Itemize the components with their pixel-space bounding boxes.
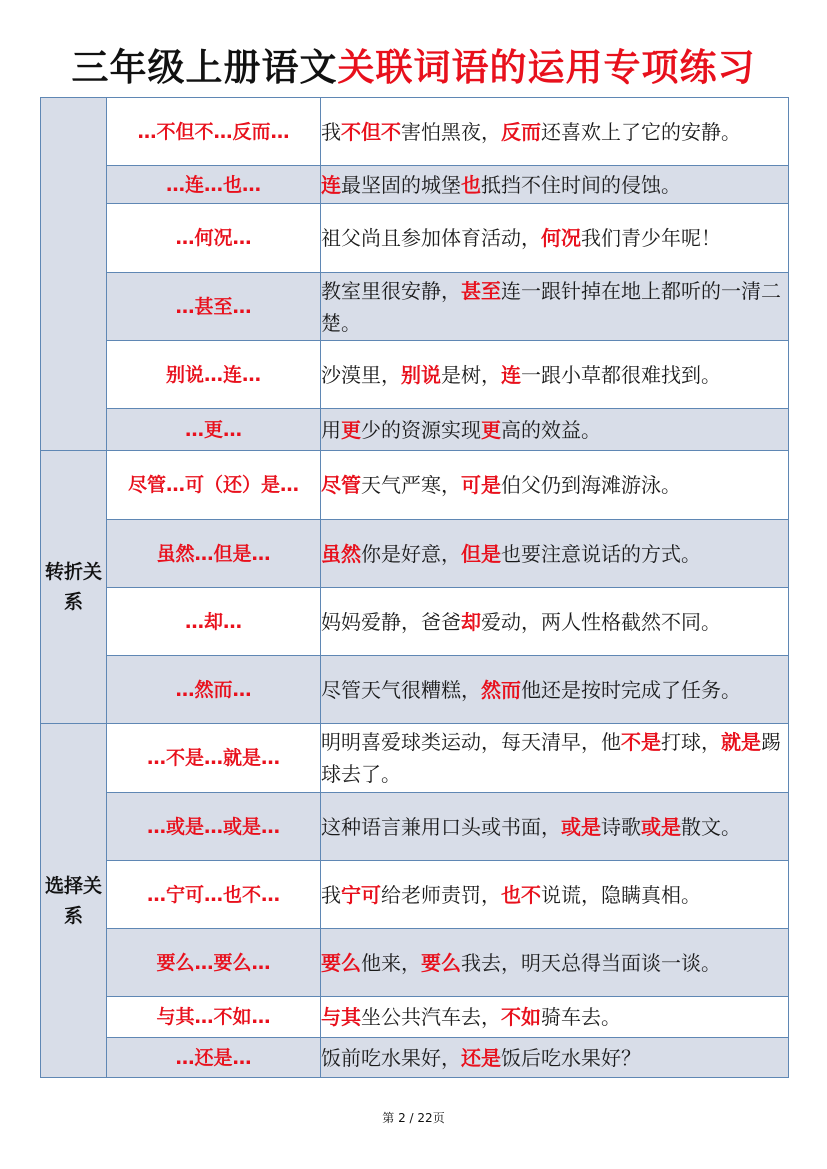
example-sentence: [321, 273, 789, 341]
sentence-text: 他还是按时完成了任务。: [521, 677, 741, 702]
example-sentence: [321, 520, 789, 588]
page-number: 第 2 / 22页: [382, 1111, 445, 1125]
highlighted-conjunction: 还是: [461, 1045, 501, 1070]
keyword-cell: 别说…连…: [107, 341, 321, 409]
sentence-text: 最坚固的城堡: [341, 172, 461, 197]
keyword-cell: …甚至…: [107, 273, 321, 341]
highlighted-conjunction: 就是: [721, 730, 761, 754]
example-sentence: [321, 997, 789, 1038]
example-sentence: [321, 588, 789, 656]
highlighted-conjunction: 或是: [561, 814, 601, 839]
keyword-cell: …不是…就是…: [107, 724, 321, 793]
highlighted-conjunction: 要么: [421, 950, 461, 975]
example-sentence: [321, 1038, 789, 1078]
example-sentence: [321, 793, 789, 861]
keyword-cell: …连…也…: [107, 166, 321, 204]
highlighted-conjunction: 与其: [321, 1005, 361, 1029]
highlighted-conjunction: 甚至: [461, 278, 501, 303]
keyword-cell: …宁可…也不…: [107, 861, 321, 929]
highlighted-conjunction: 何况: [541, 226, 581, 250]
highlighted-conjunction: 也: [461, 172, 481, 197]
sentence-text: 伯父仍到海滩游泳。: [501, 473, 681, 497]
title-part-2: 关联词语的运用专项练习: [337, 46, 756, 89]
highlighted-conjunction: 要么: [321, 950, 361, 975]
keyword-cell: …不但不…反而…: [107, 98, 321, 166]
sentence-text: 我去，明天总得当面谈一谈。: [461, 950, 721, 975]
sentence-text: 说谎，隐瞒真相。: [541, 882, 701, 907]
highlighted-conjunction: 虽然: [321, 541, 361, 566]
page-title: [0, 46, 827, 90]
example-sentence: [321, 724, 789, 793]
sentence-text: 抵挡不住时间的侵蚀。: [481, 172, 681, 197]
sentence-text: 我们青少年呢！: [581, 226, 721, 250]
highlighted-conjunction: 更: [481, 417, 501, 442]
conjunction-table: [40, 97, 789, 1078]
sentence-text: 一跟小草都很难找到。: [521, 362, 721, 387]
sentence-text: 也要注意说话的方式。: [501, 541, 701, 566]
sentence-text: 连一跟针掉在地上都听的一清二楚。: [321, 278, 781, 335]
keyword-cell: …或是…或是…: [107, 793, 321, 861]
sentence-text: 教室里很安静，: [321, 278, 461, 303]
example-sentence: [321, 204, 789, 273]
highlighted-conjunction: 不是: [621, 730, 661, 754]
highlighted-conjunction: 然而: [481, 677, 521, 702]
sentence-text: 还喜欢上了它的安静。: [541, 119, 741, 144]
sentence-text: 少的资源实现: [361, 417, 481, 442]
sentence-text: 明明喜爱球类运动，每天清早，他: [321, 730, 621, 754]
keyword-cell: …更…: [107, 409, 321, 451]
sentence-text: 饭后吃水果好？: [501, 1045, 641, 1070]
sentence-text: 天气严寒，: [361, 473, 461, 497]
example-sentence: [321, 929, 789, 997]
sentence-text: 踢球去了。: [321, 730, 781, 786]
sentence-text: 我: [321, 882, 341, 907]
example-sentence: [321, 341, 789, 409]
highlighted-conjunction: 也不: [501, 882, 541, 907]
keyword-cell: …然而…: [107, 656, 321, 724]
keyword-cell: 虽然…但是…: [107, 520, 321, 588]
sentence-text: 骑车去。: [541, 1005, 621, 1029]
example-sentence: [321, 451, 789, 520]
highlighted-conjunction: 更: [341, 417, 361, 442]
example-sentence: [321, 861, 789, 929]
sentence-text: 尽管天气很糟糕，: [321, 677, 481, 702]
example-sentence: [321, 656, 789, 724]
sentence-text: 你是好意，: [361, 541, 461, 566]
sentence-text: 沙漠里，: [321, 362, 401, 387]
sentence-text: 这种语言兼用口头或书面，: [321, 814, 561, 839]
highlighted-conjunction: 尽管: [321, 473, 361, 497]
sentence-text: 害怕黑夜，: [401, 119, 501, 144]
keyword-cell: …何况…: [107, 204, 321, 273]
keyword-cell: 与其…不如…: [107, 997, 321, 1038]
highlighted-conjunction: 可是: [461, 473, 501, 497]
sentence-text: 高的效益。: [501, 417, 601, 442]
sentence-text: 饭前吃水果好，: [321, 1045, 461, 1070]
keyword-cell: 要么…要么…: [107, 929, 321, 997]
sentence-text: 祖父尚且参加体育活动，: [321, 226, 541, 250]
example-sentence: [321, 98, 789, 166]
category-cell-1: [41, 98, 107, 451]
keyword-cell: …却…: [107, 588, 321, 656]
keyword-cell: …还是…: [107, 1038, 321, 1078]
sentence-text: 诗歌: [601, 814, 641, 839]
sentence-text: 妈妈爱静，爸爸: [321, 609, 461, 634]
keyword-cell: 尽管…可（还）是…: [107, 451, 321, 520]
highlighted-conjunction: 宁可: [341, 882, 381, 907]
sentence-text: 我: [321, 119, 341, 144]
highlighted-conjunction: 或是: [641, 814, 681, 839]
highlighted-conjunction: 连: [501, 362, 521, 387]
example-sentence: [321, 166, 789, 204]
sentence-text: 他来，: [361, 950, 421, 975]
sentence-text: 打球，: [661, 730, 721, 754]
highlighted-conjunction: 但是: [461, 541, 501, 566]
highlighted-conjunction: 却: [461, 609, 481, 634]
sentence-text: 是树，: [441, 362, 501, 387]
highlighted-conjunction: 不如: [501, 1005, 541, 1029]
highlighted-conjunction: 别说: [401, 362, 441, 387]
highlighted-conjunction: 不但不: [341, 119, 401, 144]
sentence-text: 爱动，两人性格截然不同。: [481, 609, 721, 634]
title-part-1: 三年级上册语文: [71, 46, 338, 89]
sentence-text: 散文。: [681, 814, 741, 839]
highlighted-conjunction: 连: [321, 172, 341, 197]
category-cell-2: 转折关系: [41, 451, 107, 724]
sentence-text: 给老师责罚，: [381, 882, 501, 907]
category-cell-3: 选择关系: [41, 724, 107, 1078]
example-sentence: [321, 409, 789, 451]
highlighted-conjunction: 反而: [501, 119, 541, 144]
sentence-text: 用: [321, 417, 341, 442]
sentence-text: 坐公共汽车去，: [361, 1005, 501, 1029]
